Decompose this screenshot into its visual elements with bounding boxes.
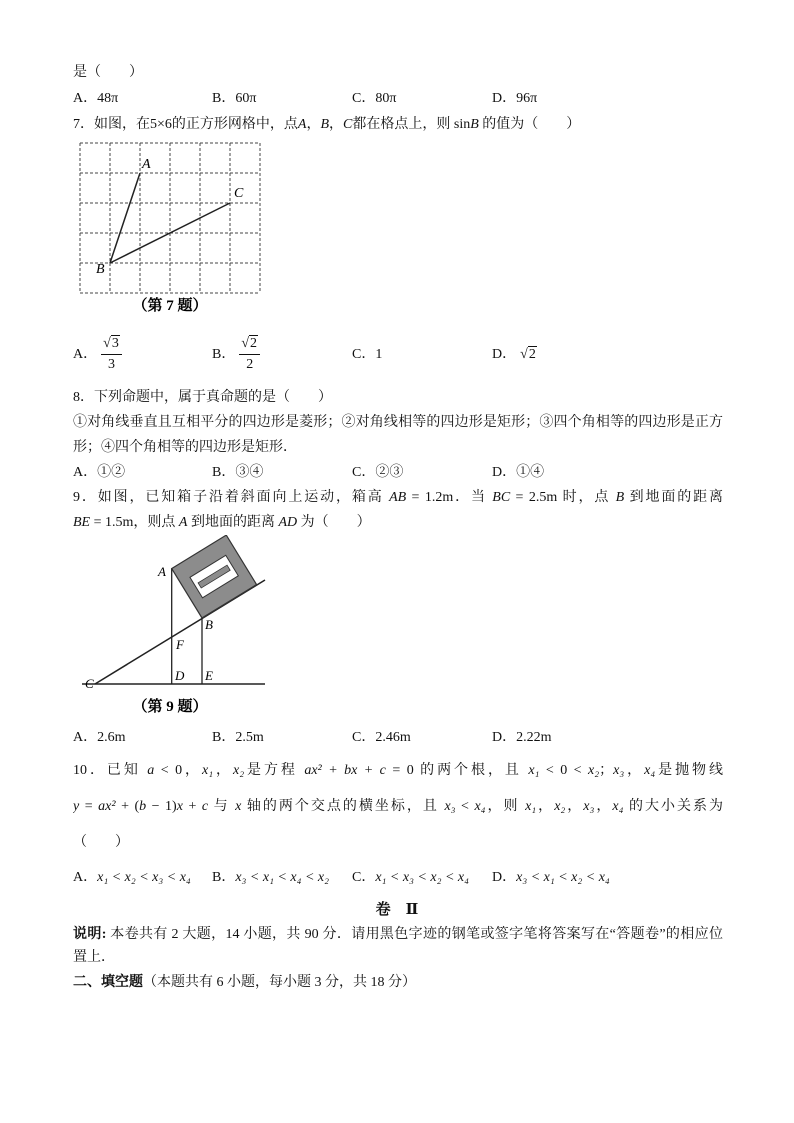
q7-stem-text: ， xyxy=(306,117,321,132)
option-label: A． xyxy=(73,91,98,106)
grid-lines xyxy=(80,143,260,293)
option-label: A． xyxy=(73,870,98,885)
q10-math: x xyxy=(235,799,242,814)
option-value: ③④ xyxy=(235,465,264,480)
q10-text: < 0， xyxy=(154,763,202,778)
q10-option-b xyxy=(212,868,329,888)
note-text: 本卷共有 2 大题，14 小题，共 90 分．请用黑色字迹的钢笔或签字笔将答案写在“答题卷”的相应位 xyxy=(106,927,723,942)
q7-stem-text: ， xyxy=(329,117,344,132)
option-value: 80π xyxy=(375,91,397,106)
option-label: B． xyxy=(212,730,236,745)
option-label: A． xyxy=(73,347,98,362)
option-label: B． xyxy=(212,347,236,362)
box xyxy=(172,535,257,618)
option-value: x₃ < x₁ < x₄ < x₂ xyxy=(235,870,330,885)
q10-text: ； xyxy=(599,763,614,778)
q10-math: x₄ xyxy=(644,763,656,778)
option-value: ②③ xyxy=(375,465,404,480)
option-label: C． xyxy=(352,91,376,106)
option-label: D． xyxy=(492,347,517,362)
option-label: A． xyxy=(73,465,98,480)
option-label: D． xyxy=(492,91,517,106)
section-note-line1 xyxy=(73,925,723,945)
q9-stem-line2 xyxy=(73,513,723,533)
q10-text: 10．已知 xyxy=(73,763,148,778)
q10-text: < 0 < xyxy=(539,763,589,778)
part-description: （本题共有 6 小题，每小题 3 分，共 18 分） xyxy=(143,975,416,990)
q9-stem-text: 到地面的距离 xyxy=(187,515,279,530)
q9-stem-text: = 1.5m，则点 xyxy=(90,515,179,530)
option-value: 96π xyxy=(516,91,538,106)
q10-text: 是抛物线 xyxy=(655,763,723,778)
section-title: 卷 Ⅱ xyxy=(375,902,419,918)
q6-options xyxy=(73,89,723,109)
note-label: 说明: xyxy=(73,927,107,942)
q10-math: x₁ xyxy=(528,763,540,778)
q7-stem-text: 都在格点上，则 sin xyxy=(352,117,471,132)
q9-option-b xyxy=(212,728,264,748)
q10-math: x₂ xyxy=(232,763,245,778)
q10-stem-line1 xyxy=(73,759,723,783)
fraction xyxy=(101,337,122,372)
q10-option-d xyxy=(492,868,610,888)
q7-option-b xyxy=(212,332,260,378)
q9-stem-segment: BE xyxy=(73,515,91,530)
option-label: D． xyxy=(492,870,517,885)
option-label: A． xyxy=(73,730,98,745)
q7-option-a xyxy=(73,332,122,378)
q7-figure-grid xyxy=(76,138,270,318)
q10-text: 与 xyxy=(208,799,236,814)
q10-math: x₃ xyxy=(583,799,595,814)
option-label: B． xyxy=(212,91,236,106)
q10-text: 轴的两个交点的横坐标，且 xyxy=(241,799,445,814)
option-label: C． xyxy=(352,347,376,362)
q10-math: y xyxy=(73,799,80,814)
q6-option-d xyxy=(492,89,537,109)
q7-stem-text: 的值为（ ） xyxy=(478,117,581,132)
q10-math: ax² + bx + c xyxy=(304,763,386,778)
q10-math: c xyxy=(201,799,209,814)
q10-math: x xyxy=(176,799,183,814)
q9-stem-text: = 1.2m．当 xyxy=(406,490,493,505)
option-value: 48π xyxy=(97,91,119,106)
point-d-label: D xyxy=(175,668,185,683)
q9-stem-text: 到地面的距离 xyxy=(624,490,723,505)
fraction xyxy=(239,337,260,372)
q10-text: ， xyxy=(565,799,584,814)
figure-caption: （第 7 题） xyxy=(132,298,208,314)
q10-text: = xyxy=(79,799,99,814)
q10-text: ， xyxy=(624,763,645,778)
q10-math: x₄ xyxy=(474,799,486,814)
q10-math: x₃ xyxy=(613,763,625,778)
option-label: C． xyxy=(352,730,376,745)
q10-math: b xyxy=(139,799,147,814)
q9-stem-text: 为（ ） xyxy=(297,515,371,530)
q7-option-d xyxy=(492,332,537,378)
q10-options xyxy=(73,868,723,888)
radicand: 2 xyxy=(528,347,536,362)
q9-stem-text: 9．如图，已知箱子沿着斜面向上运动，箱高 xyxy=(73,490,390,505)
option-value: 60π xyxy=(235,91,257,106)
figure-caption: （第 9 题） xyxy=(132,699,208,715)
q7-stem-point: C xyxy=(343,117,353,132)
q10-text: < xyxy=(455,799,475,814)
option-value: x₁ < x₂ < x₃ < x₄ xyxy=(97,870,191,885)
radical-sign: √ xyxy=(103,336,111,352)
point-b-label: B xyxy=(205,617,213,632)
part-heading xyxy=(73,973,723,993)
q9-stem-segment: BC xyxy=(492,490,511,505)
q10-math: x₂ xyxy=(554,799,566,814)
option-value: x₃ < x₁ < x₂ < x₄ xyxy=(516,870,610,885)
option-value: ①④ xyxy=(516,465,545,480)
section-note-line2: 置上． xyxy=(73,950,115,965)
q9-option-c xyxy=(352,728,411,748)
point-f-label: F xyxy=(176,637,184,652)
q10-text: ，则 xyxy=(485,799,526,814)
point-a-label: A xyxy=(142,157,151,172)
option-label: D． xyxy=(492,730,517,745)
q8-statements-line2: 形；④四个角相等的四边形是矩形． xyxy=(73,440,297,455)
q10-text: + xyxy=(182,799,202,814)
q8-option-b xyxy=(212,463,263,483)
q8-stem: 8．下列命题中，属于真命题的是（ ） xyxy=(73,390,332,405)
point-b-label: B xyxy=(96,262,105,277)
denominator: 3 xyxy=(107,357,115,373)
option-label: B． xyxy=(212,465,236,480)
option-value: 2.5m xyxy=(235,730,264,745)
q9-options xyxy=(73,728,723,748)
option-value: 2.22m xyxy=(516,730,552,745)
q9-stem-text: = 2.5m 时，点 xyxy=(510,490,616,505)
q10-math: x₃ xyxy=(444,799,456,814)
q8-option-a xyxy=(73,463,125,483)
q7-stem-point: B xyxy=(320,117,330,132)
q10-option-c xyxy=(352,868,469,888)
point-c-label: C xyxy=(85,676,94,691)
q10-math: x₄ xyxy=(612,799,624,814)
q9-stem-point: B xyxy=(615,490,625,505)
q10-text: ， xyxy=(213,763,233,778)
q9-stem-segment: AB xyxy=(389,490,407,505)
q8-option-d xyxy=(492,463,544,483)
q10-text: ， xyxy=(536,799,555,814)
option-value: 2.6m xyxy=(97,730,126,745)
q7-stem-text: 7．如图，在5×6的正方形网格中，点 xyxy=(73,117,298,132)
q10-text: 是方程 xyxy=(244,763,305,778)
option-label: B． xyxy=(212,870,236,885)
q6-option-c xyxy=(352,89,396,109)
q7-options xyxy=(73,332,723,378)
q9-stem-point: A xyxy=(178,515,188,530)
q6-option-b xyxy=(212,89,256,109)
q10-math: ax² xyxy=(98,799,116,814)
q10-math: x₂ xyxy=(588,763,600,778)
q10-math: a xyxy=(147,763,155,778)
option-value: ①② xyxy=(97,465,126,480)
q10-text: − 1) xyxy=(146,799,177,814)
q10-stem-line2 xyxy=(73,795,723,819)
option-label: C． xyxy=(352,465,376,480)
q7-stem-point: A xyxy=(297,117,307,132)
option-value: 1 xyxy=(375,347,383,362)
q10-stem-line3: （ ） xyxy=(73,835,129,850)
denominator: 2 xyxy=(246,357,254,373)
radicand: 3 xyxy=(111,336,119,352)
q8-options xyxy=(73,463,723,483)
q9-stem-line1 xyxy=(73,488,723,508)
q10-math: x₁ xyxy=(201,763,214,778)
q6-stem-tail: 是（ ） xyxy=(73,65,143,80)
q8-option-c xyxy=(352,463,403,483)
q10-text: 的大小关系为 xyxy=(623,799,723,814)
q10-math: x₁ xyxy=(525,799,537,814)
q6-option-a xyxy=(73,89,118,109)
point-c-label: C xyxy=(234,186,244,201)
q9-option-d xyxy=(492,728,552,748)
q10-option-a xyxy=(73,868,191,888)
option-value: x₁ < x₃ < x₂ < x₄ xyxy=(375,870,470,885)
q10-text: = 0 的两个根，且 xyxy=(385,763,529,778)
q7-stem-point: B xyxy=(470,117,479,132)
point-a-label: A xyxy=(158,564,166,579)
q9-stem-segment: AD xyxy=(278,515,298,530)
q9-option-a xyxy=(73,728,126,748)
option-label: C． xyxy=(352,870,376,885)
radical-sign: √ xyxy=(241,336,250,352)
point-e-label: E xyxy=(205,668,213,683)
q9-figure-slope-box xyxy=(68,535,273,720)
part-label: 二、填空题 xyxy=(73,975,143,990)
radical-sign: √ xyxy=(520,347,528,362)
q8-statements-line1: ①对角线垂直且互相平分的四边形是菱形；②对角线相等的四边形是矩形；③四个角相等的四边形是正方 xyxy=(73,415,723,430)
option-value: 2.46m xyxy=(375,730,411,745)
q10-text: + ( xyxy=(115,799,140,814)
radicand: 2 xyxy=(250,336,258,352)
q7-option-c xyxy=(352,332,382,378)
option-label: D． xyxy=(492,465,517,480)
q10-text: ， xyxy=(594,799,613,814)
q7-stem xyxy=(73,115,723,135)
